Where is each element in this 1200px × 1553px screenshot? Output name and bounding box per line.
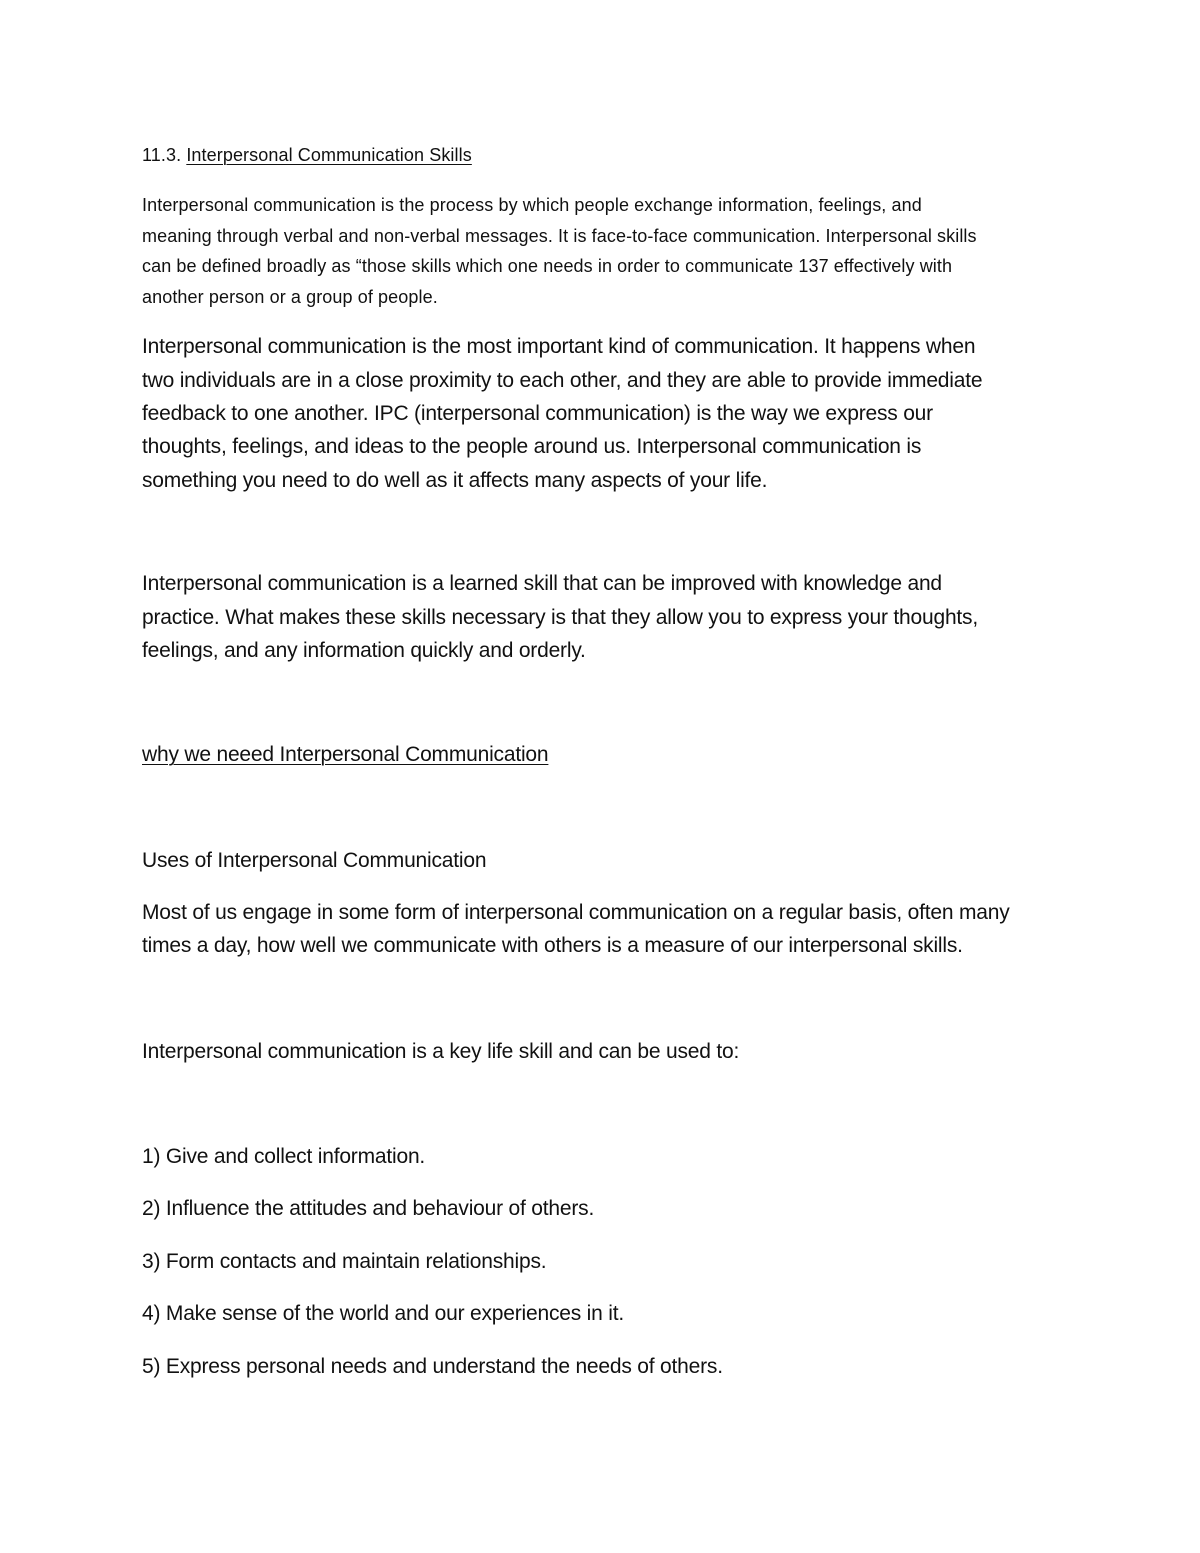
intro-line: can be defined broadly as “those skills which one needs in order to communicate 137 effectively with [142, 256, 953, 276]
section-number: 11.3. [142, 145, 182, 165]
section-title: Interpersonal Communication Skills [186, 145, 472, 165]
intro-line: meaning through verbal and non-verbal messages. It is face-to-face communication. Interpersonal skills [142, 226, 977, 246]
list-item: 1) Give and collect information. [142, 1145, 426, 1168]
section-heading [142, 145, 472, 166]
learned-paragraph-line: Interpersonal communication is a learned skill that can be improved with knowledge and [142, 572, 942, 595]
importance-paragraph-line: feedback to one another. IPC (interpersonal communication) is the way we express our [142, 402, 933, 425]
key-skill-intro: Interpersonal communication is a key life skill and can be used to: [142, 1040, 740, 1063]
uses-paragraph-line: Most of us engage in some form of interpersonal communication on a regular basis, often many [142, 901, 1010, 924]
uses-heading: Uses of Interpersonal Communication [142, 849, 487, 872]
why-heading: why we neeed Interpersonal Communication [142, 743, 549, 766]
importance-paragraph-line: thoughts, feelings, and ideas to the people around us. Interpersonal communication is [142, 435, 922, 458]
list-item: 4) Make sense of the world and our experiences in it. [142, 1302, 624, 1325]
list-item: 2) Influence the attitudes and behaviour of others. [142, 1197, 595, 1220]
importance-paragraph-line: Interpersonal communication is the most important kind of communication. It happens when [142, 335, 976, 358]
list-item: 5) Express personal needs and understand the needs of others. [142, 1355, 723, 1378]
intro-line: Interpersonal communication is the process by which people exchange information, feelings, and [142, 195, 922, 215]
learned-paragraph-line: practice. What makes these skills necessary is that they allow you to express your thoughts, [142, 606, 978, 629]
uses-paragraph-line: times a day, how well we communicate with others is a measure of our interpersonal skills. [142, 934, 963, 957]
learned-paragraph-line: feelings, and any information quickly and orderly. [142, 639, 586, 662]
importance-paragraph-line: two individuals are in a close proximity to each other, and they are able to provide immediate [142, 369, 983, 392]
importance-paragraph-line: something you need to do well as it affects many aspects of your life. [142, 469, 768, 492]
intro-line: another person or a group of people. [142, 287, 438, 307]
list-item: 3) Form contacts and maintain relationships. [142, 1250, 547, 1273]
